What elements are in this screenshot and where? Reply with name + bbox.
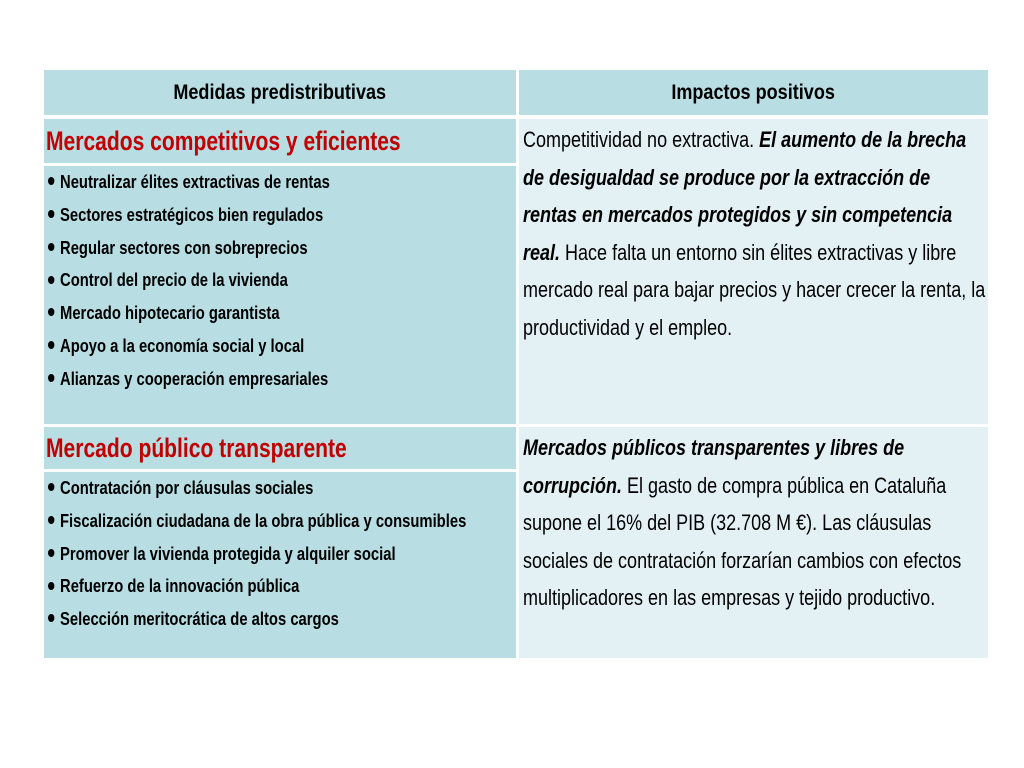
section-title-public-market: Mercado público transparente [44,427,516,469]
bullet-icon [48,308,54,316]
impact-lead: Competitividad no extractiva. [523,127,755,152]
section-bullets-public-market [44,472,516,658]
header-measures-label: Medidas predistributivas [173,80,387,104]
list-item: Sectores estratégicos bien regulados [44,199,516,232]
bullet-list-competitive-markets [44,166,516,396]
list-item: Contratación por cláusulas sociales [44,472,516,505]
list-item: Control del precio de la vivienda [44,264,516,297]
section-title-competitive-markets: Mercados competitivos y eficientes [44,119,516,163]
impact-emphasis: El aumento de la brecha de desigualdad se produce por la extracción de rentas en mercados protegidos y sin competencia real. [523,127,967,265]
list-item: Fiscalización ciudadana de la obra pública y consumibles [44,505,516,538]
list-item: Apoyo a la economía social y local [44,330,516,363]
list-item: Alianzas y cooperación empresariales [44,363,516,396]
list-item: Neutralizar élites extractivas de rentas [44,166,516,199]
bullet-icon [48,614,54,622]
bullet-icon [48,582,54,590]
bullet-icon [48,516,54,524]
section-bullets-competitive-markets [44,166,516,424]
list-item: Selección meritocrática de altos cargos [44,603,516,636]
header-impacts [519,70,988,115]
header-impacts-label: Impactos positivos [671,80,836,104]
header-measures [44,70,516,115]
bullet-icon [48,549,54,557]
impact-competitive-markets [519,119,988,424]
bullet-icon [48,177,54,185]
bullet-icon [48,243,54,251]
list-item: Regular sectores con sobreprecios [44,232,516,265]
bullet-list-public-market [44,472,516,636]
bullet-icon [48,341,54,349]
bullet-icon [48,210,54,218]
measures-table [44,70,988,658]
impact-emphasis: Mercados públicos transparentes y libres de corrupción. [523,435,905,498]
impact-rest: El gasto de compra pública en Cataluña supone el 16% del PIB (32.708 M €). Las cláusulas sociales de contratación forzarían cambios con efectos multiplicadores en las empresas y tejido productivo. [523,472,962,610]
bullet-icon [48,483,54,491]
bullet-icon [48,374,54,382]
bullet-icon [48,276,54,284]
list-item: Promover la vivienda protegida y alquiler social [44,538,516,571]
list-item: Mercado hipotecario garantista [44,297,516,330]
impact-rest: Hace falta un entorno sin élites extractivas y libre mercado real para bajar precios y hacer crecer la renta, la productividad y el empleo. [523,239,986,340]
impact-public-market [519,427,988,658]
list-item: Refuerzo de la innovación pública [44,570,516,603]
